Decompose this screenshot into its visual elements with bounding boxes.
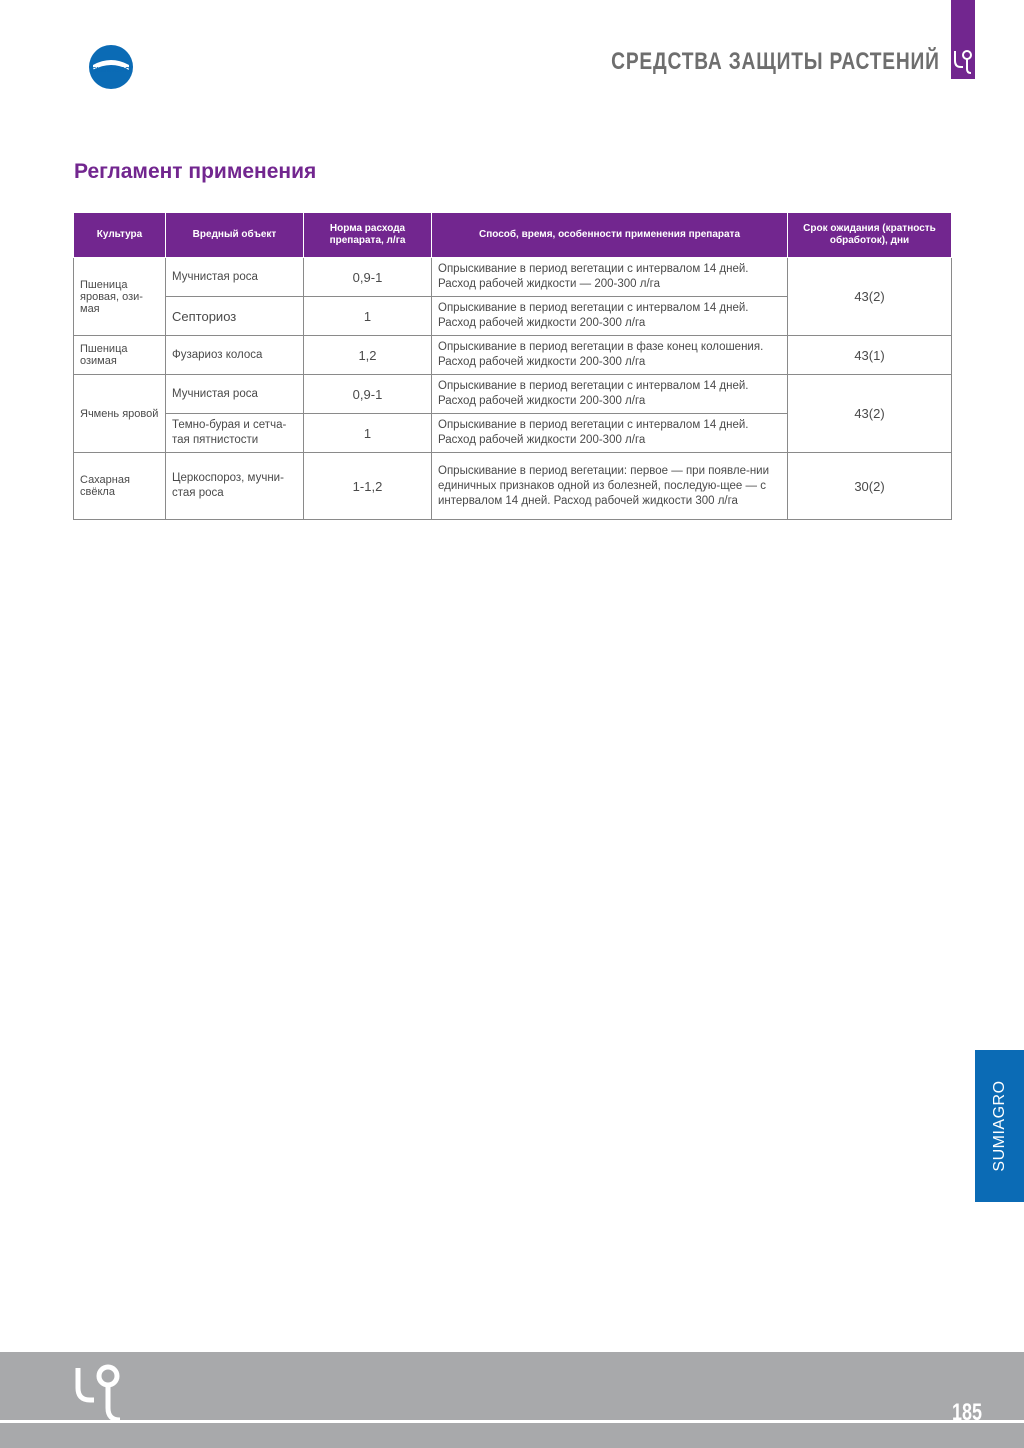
header-wait: Срок ожидания (кратность обработок), дни — [788, 213, 952, 258]
wait-cell: 43(1) — [788, 336, 952, 375]
culture-cell: Пшеница озимая — [74, 336, 166, 375]
method-cell: Опрыскивание в период вегетации с интервалом 14 дней. Расход рабочей жидкости 200-300 л/га — [432, 297, 788, 336]
header-badge — [951, 0, 975, 79]
page-header-title: СРЕДСТВА ЗАЩИТЫ РАСТЕНИЙ — [611, 48, 940, 75]
rate-cell: 0,9-1 — [304, 375, 432, 414]
method-cell: Опрыскивание в период вегетации с интервалом 14 дней. Расход рабочей жидкости 200-300 л/га — [432, 414, 788, 453]
table-row — [74, 258, 952, 297]
rate-cell: 1-1,2 — [304, 453, 432, 520]
rate-cell: 0,9-1 — [304, 258, 432, 297]
footer-line — [0, 1420, 1024, 1423]
pest-cell: Мучнистая роса — [166, 375, 304, 414]
page-number: 185 — [951, 1399, 982, 1426]
application-table — [73, 212, 952, 520]
pest-cell: Мучнистая роса — [166, 258, 304, 297]
side-tab — [975, 1050, 1024, 1202]
wait-cell: 30(2) — [788, 453, 952, 520]
brand-mark-icon — [953, 49, 973, 75]
pest-cell: Церкоспороз, мучни-стая роса — [166, 453, 304, 520]
pest-cell: Септориоз — [166, 297, 304, 336]
section-title: Регламент применения — [74, 160, 317, 183]
logo-text: SUMIAGRO — [91, 67, 131, 74]
wait-cell: 43(2) — [788, 375, 952, 453]
culture-cell: Ячмень яровой — [74, 375, 166, 453]
sumiagro-logo — [89, 45, 133, 89]
header-culture: Культура — [74, 213, 166, 258]
rate-cell: 1 — [304, 297, 432, 336]
method-cell: Опрыскивание в период вегетации с интервалом 14 дней. Расход рабочей жидкости 200-300 л/га — [432, 375, 788, 414]
rate-cell: 1 — [304, 414, 432, 453]
pest-cell: Темно-бурая и сетча-тая пятнистости — [166, 414, 304, 453]
table-row — [74, 375, 952, 414]
culture-cell: Сахарная свёкла — [74, 453, 166, 520]
culture-cell: Пшеница яровая, ози-мая — [74, 258, 166, 336]
method-cell: Опрыскивание в период вегетации в фазе конец колошения. Расход рабочей жидкости 200-300 л/га — [432, 336, 788, 375]
method-cell: Опрыскивание в период вегетации с интервалом 14 дней. Расход рабочей жидкости — 200-300 л/га — [432, 258, 788, 297]
brand-mark-icon — [72, 1362, 128, 1431]
header-pest: Вредный объект — [166, 213, 304, 258]
table-row — [74, 453, 952, 520]
header-rate: Норма расхода препарата, л/га — [304, 213, 432, 258]
header-method: Способ, время, особенности применения препарата — [432, 213, 788, 258]
rate-cell: 1,2 — [304, 336, 432, 375]
side-tab-label: SUMIAGRO — [990, 1080, 1008, 1172]
wait-cell: 43(2) — [788, 258, 952, 336]
method-cell: Опрыскивание в период вегетации: первое — при появле-нии единичных признаков одной из болезней, последую-щее — с интервалом 14 дней. Расход рабочей жидкости 300 л/га — [432, 453, 788, 520]
table-row — [74, 336, 952, 375]
table-header-row — [74, 213, 952, 258]
footer-bar — [0, 1352, 1024, 1448]
pest-cell: Фузариоз колоса — [166, 336, 304, 375]
